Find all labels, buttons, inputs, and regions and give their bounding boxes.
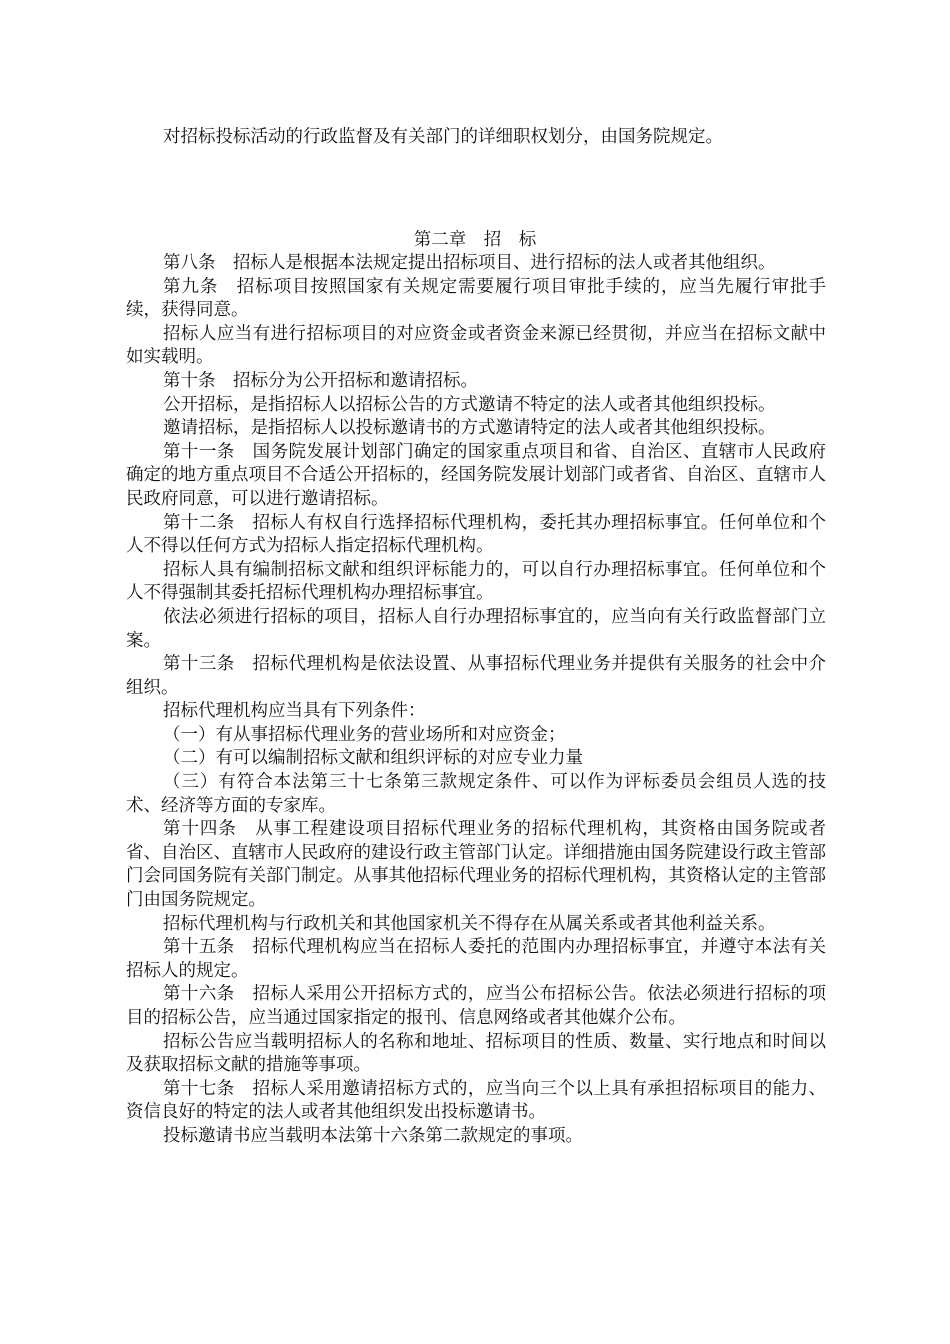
article-10-para-3: 邀请招标，是指招标人以投标邀请书的方式邀请特定的法人或者其他组织投标。 [163,418,776,439]
article-13-item-3: （三）有符合本法第三十七条第三款规定条件、可以作为评标委员会组员人选的技术、经济等方面的专家库。 [126,772,826,816]
article-8: 第八条 招标人是根据本法规定提出招标项目、进行招标的法人或者其他组织。 [163,253,776,273]
article-10: 第十条 招标分为公开招标和邀请招标。 [163,370,478,391]
chapter-title: 第二章 招 标 [413,230,537,250]
intro-paragraph: 对招标投标活动的行政监督及有关部门的详细职权划分，由国务院规定。 [163,127,723,147]
article-13: 第十三条 招标代理机构是依法设置、从事招标代理业务并提供有关服务的社会中介组织。 [126,654,826,698]
article-13-item-1: （一）有从事招标代理业务的营业场所和对应资金； [163,724,566,745]
article-17-para-2: 投标邀请书应当载明本法第十六条第二款规定的事项。 [163,1125,583,1146]
article-15: 第十五条 招标代理机构应当在招标人委托的范围内办理招标事宜，并遵守本法有关招标人的规定。 [126,937,826,981]
article-12-para-3: 依法必须进行招标的项目，招标人自行办理招标事宜的，应当向有关行政监督部门立案。 [126,606,826,651]
article-14: 第十四条 从事工程建设项目招标代理业务的招标代理机构，其资格由国务院或者省、自治区、直辖市人民政府的建设行政主管部门认定。详细措施由国务院建设行政主管部门会同国务院有关部门制定。从事其他招标代理业务的招标代理机构，其资格认定的主管部门由国务院规定。 [126,819,826,911]
article-12-para-2: 招标人具有编制招标文献和组织评标能力的，可以自行办理招标事宜。任何单位和个人不得强制其委托招标代理机构办理招标事宜。 [126,559,826,604]
article-12: 第十二条 招标人有权自行选择招标代理机构，委托其办理招标事宜。任何单位和个人不得以任何方式为招标人指定招标代理机构。 [126,512,826,557]
article-17: 第十七条 招标人采用邀请招标方式的，应当向三个以上具有承担招标项目的能力、资信良好的特定的法人或者其他组织发出投标邀请书。 [126,1078,826,1123]
article-14-para-2: 招标代理机构与行政机关和其他国家机关不得存在从属关系或者其他利益关系。 [163,913,776,934]
article-13-para-2: 招标代理机构应当具有下列条件： [163,701,426,722]
article-9: 第九条 招标项目按照国家有关规定需要履行项目审批手续的，应当先履行审批手续，获得同意。 [126,276,826,321]
chapter-body [126,252,826,1149]
article-16-para-2: 招标公告应当载明招标人的名称和地址、招标项目的性质、数量、实行地点和时间以及获取招标文献的措施等事项。 [126,1031,826,1076]
article-11: 第十一条 国务院发展计划部门确定的国家重点项目和省、自治区、直辖市人民政府确定的地方重点项目不合适公开招标的，经国务院发展计划部门或者省、自治区、直辖市人民政府同意，可以进行邀请招标。 [126,441,826,509]
article-10-para-2: 公开招标，是指招标人以招标公告的方式邀请不特定的法人或者其他组织投标。 [163,394,776,415]
article-13-item-2: （二）有可以编制招标文献和组织评标的对应专业力量 [163,748,583,769]
article-9-para-2: 招标人应当有进行招标项目的对应资金或者资金来源已经贯彻，并应当在招标文献中如实载明。 [126,323,826,368]
article-16: 第十六条 招标人采用公开招标方式的，应当公布招标公告。依法必须进行招标的项目的招标公告，应当通过国家指定的报刊、信息网络或者其他媒介公布。 [126,984,826,1028]
